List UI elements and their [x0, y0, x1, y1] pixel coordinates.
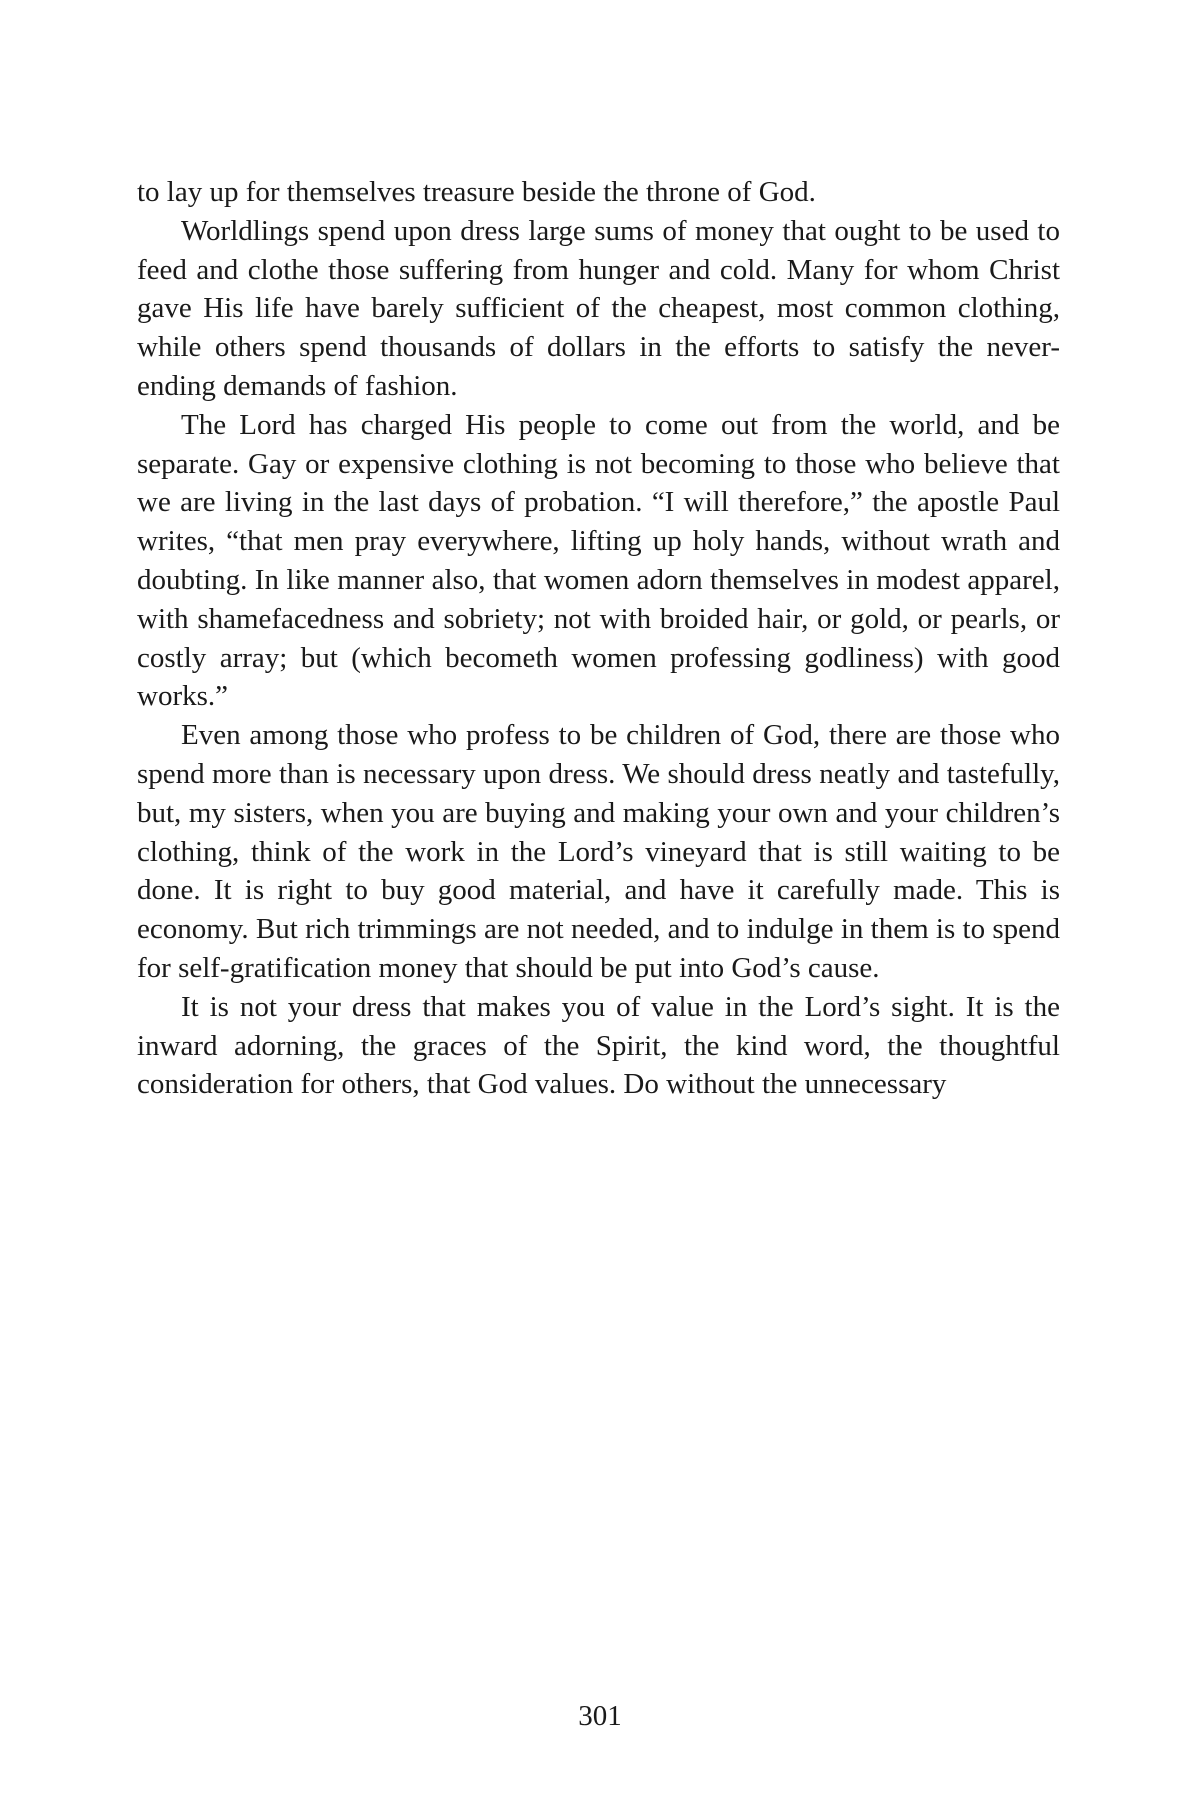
paragraph-children-of-god: Even among those who profess to be children of God, there are those who spend more than is necessary upon dress. We should dress neatly and tastefully, but, my sisters, when you are buying and making your own and your children’s clothing, think of the work in the Lord’s vineyard that is still waiting to be done. It is right to buy good material, and have it carefully made. This is economy. But rich trimmings are not needed, and to indulge in them is to spend for self-gratification money that should be put into God’s cause.	[137, 719, 1060, 984]
paragraph-inward-adorning: It is not your dress that makes you of value in the Lord’s sight. It is the inward adorning, the graces of the Spirit, the kind word, the thoughtful consideration for others, that God values. Do without the unnecessary	[137, 990, 1060, 1101]
paragraph-separate: The Lord has charged His people to come out from the world, and be separate. Gay or expensive clothing is not becoming to those who believe that we are living in the last days of probation. “I will therefore,” the apostle Paul writes, “that men pray everywhere, lifting up holy hands, without wrath and doubting. In like manner also, that women adorn themselves in modest apparel, with shamefacedness and sobriety; not with broided hair, or gold, or pearls, or costly array; but (which becometh women professing godliness) with good works.”	[137, 408, 1060, 713]
page-number: 301	[578, 1700, 622, 1732]
body-text	[137, 173, 1060, 1104]
paragraph-continuation: to lay up for themselves treasure beside the throne of God.	[137, 176, 816, 208]
paragraph-worldlings: Worldlings spend upon dress large sums of money that ought to be used to feed and clothe those suffering from hunger and cold. Many for whom Christ gave His life have barely sufficient of the cheapest, most common clothing, while others spend thousands of dollars in the efforts to satisfy the never-ending demands of fashion.	[137, 214, 1060, 402]
